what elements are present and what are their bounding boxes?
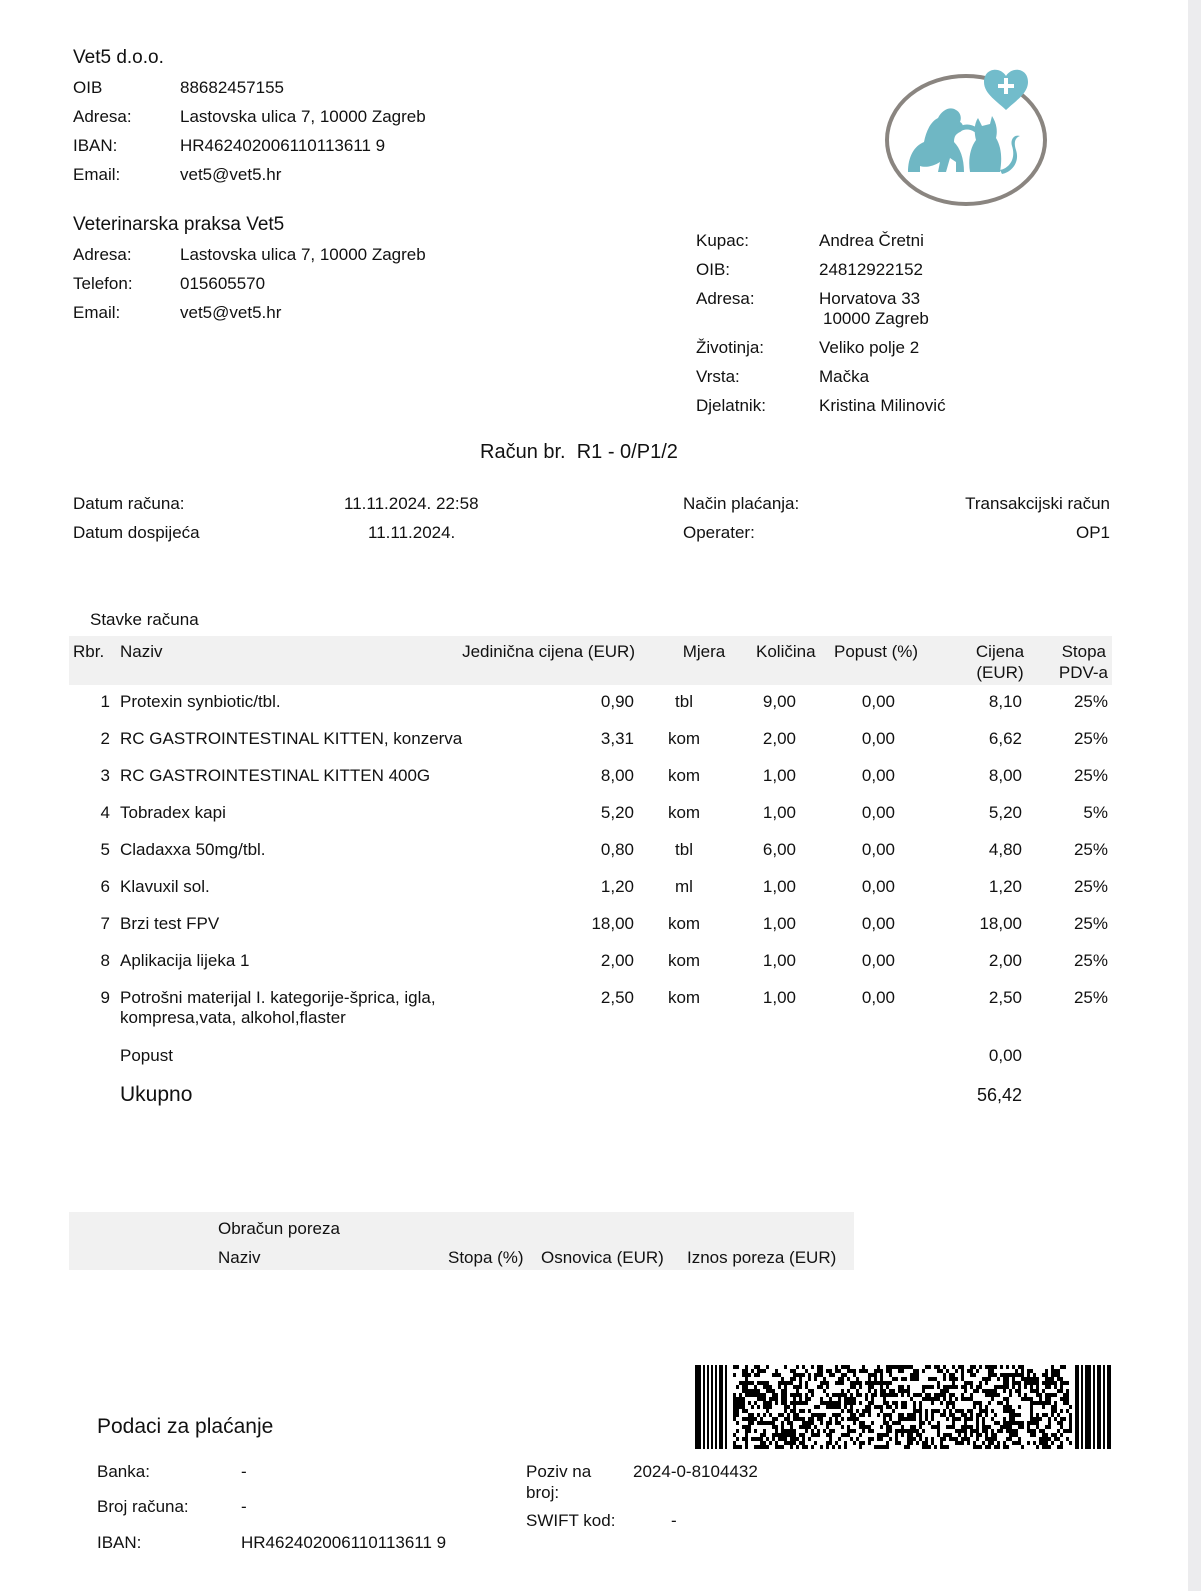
row-price: 2,50 bbox=[600, 988, 634, 1007]
row-qty: 1,00 bbox=[762, 766, 796, 785]
practice-phone-value: 015605570 bbox=[180, 274, 266, 293]
reference-label: Poziv na bbox=[526, 1462, 592, 1481]
row-discount: 0,00 bbox=[861, 988, 895, 1007]
row-number: 9 bbox=[100, 988, 110, 1007]
row-number: 7 bbox=[100, 914, 110, 933]
customer-employee-label: Djelatnik: bbox=[696, 396, 766, 415]
row-number: 8 bbox=[100, 951, 110, 970]
row-price: 2,00 bbox=[600, 951, 634, 970]
row-qty: 6,00 bbox=[762, 840, 796, 859]
row-vat: 25% bbox=[1073, 840, 1108, 859]
col-header-kolicina: Količina bbox=[756, 642, 816, 661]
row-discount: 0,00 bbox=[861, 766, 895, 785]
total-label: Ukupno bbox=[120, 1083, 193, 1106]
col-header-cijena: Cijena bbox=[975, 642, 1025, 661]
row-vat: 5% bbox=[1083, 803, 1108, 822]
row-discount: 0,00 bbox=[861, 914, 895, 933]
row-qty: 1,00 bbox=[762, 803, 796, 822]
row-discount: 0,00 bbox=[861, 692, 895, 711]
row-total: 18,00 bbox=[979, 914, 1022, 933]
row-price: 5,20 bbox=[600, 803, 634, 822]
customer-address-value: Horvatova 33 bbox=[819, 289, 921, 308]
row-price: 0,90 bbox=[600, 692, 634, 711]
account-value: - bbox=[241, 1497, 247, 1516]
row-vat: 25% bbox=[1073, 766, 1108, 785]
customer-address-city: 10000 Zagreb bbox=[823, 309, 929, 328]
row-vat: 25% bbox=[1073, 877, 1108, 896]
tax-col-stopa: Stopa (%) bbox=[448, 1248, 524, 1267]
row-unit: tbl bbox=[675, 840, 693, 859]
row-qty: 1,00 bbox=[762, 877, 796, 896]
col-header-cijena-unit: (EUR) bbox=[976, 663, 1024, 682]
row-name: Tobradex kapi bbox=[120, 803, 226, 822]
practice-email-label: Email: bbox=[73, 303, 121, 322]
row-name-continued: kompresa,vata, alkohol,flaster bbox=[120, 1008, 346, 1027]
col-header-unit-price: Jedinična cijena (EUR) bbox=[462, 642, 635, 661]
row-vat: 25% bbox=[1073, 951, 1108, 970]
tax-col-osnovica: Osnovica (EUR) bbox=[541, 1248, 664, 1267]
row-number: 6 bbox=[100, 877, 110, 896]
company-name: Vet5 d.o.o. bbox=[73, 47, 164, 68]
payment-barcode-icon bbox=[695, 1365, 1111, 1449]
row-name: Protexin synbiotic/tbl. bbox=[120, 692, 281, 711]
vet-logo-icon bbox=[884, 62, 1050, 210]
row-name: Klavuxil sol. bbox=[120, 877, 210, 896]
company-iban-label: IBAN: bbox=[73, 136, 118, 155]
col-header-naziv: Naziv bbox=[120, 642, 163, 661]
col-header-stopa: Stopa bbox=[1061, 642, 1106, 661]
row-qty: 1,00 bbox=[762, 988, 796, 1007]
row-qty: 9,00 bbox=[762, 692, 796, 711]
invoice-title: Račun br. R1 - 0/P1/2 bbox=[480, 441, 678, 463]
row-discount: 0,00 bbox=[861, 951, 895, 970]
practice-email-value: vet5@vet5.hr bbox=[180, 303, 282, 322]
row-price: 0,80 bbox=[600, 840, 634, 859]
row-discount: 0,00 bbox=[861, 729, 895, 748]
company-iban-value: HR462402006110113611 9 bbox=[180, 136, 386, 155]
practice-phone-label: Telefon: bbox=[73, 274, 133, 293]
reference-value: 2024-0-8104432 bbox=[633, 1462, 758, 1481]
total-value: 56,42 bbox=[976, 1085, 1022, 1105]
swift-label: SWIFT kod: bbox=[526, 1511, 616, 1530]
row-unit: kom bbox=[667, 914, 701, 933]
row-name: Potrošni materijal I. kategorije-šprica, igla, bbox=[120, 988, 436, 1007]
customer-name-label: Kupac: bbox=[696, 231, 749, 250]
company-address-label: Adresa: bbox=[73, 107, 132, 126]
row-number: 4 bbox=[100, 803, 110, 822]
company-oib-label: OIB bbox=[73, 78, 103, 97]
account-label: Broj računa: bbox=[97, 1497, 189, 1516]
col-header-pdv: PDV-a bbox=[1058, 663, 1108, 682]
customer-animal-value: Veliko polje 2 bbox=[819, 338, 920, 357]
row-number: 1 bbox=[100, 692, 110, 711]
customer-species-value: Mačka bbox=[819, 367, 870, 386]
customer-address-label: Adresa: bbox=[696, 289, 755, 308]
customer-species-label: Vrsta: bbox=[696, 367, 740, 386]
row-number: 2 bbox=[100, 729, 110, 748]
payment-method-label: Način plaćanja: bbox=[683, 494, 800, 513]
col-header-rbr: Rbr. bbox=[73, 642, 105, 661]
row-total: 5,20 bbox=[988, 803, 1022, 822]
row-total: 1,20 bbox=[988, 877, 1022, 896]
discount-label: Popust bbox=[120, 1046, 173, 1065]
operator-label: Operater: bbox=[683, 523, 755, 542]
row-qty: 1,00 bbox=[762, 914, 796, 933]
invoice-date-value: 11.11.2024. 22:58 bbox=[344, 494, 479, 513]
row-total: 2,00 bbox=[988, 951, 1022, 970]
row-number: 5 bbox=[100, 840, 110, 859]
page-edge bbox=[1188, 0, 1201, 1591]
row-name: RC GASTROINTESTINAL KITTEN, konzerva bbox=[120, 729, 463, 748]
discount-value: 0,00 bbox=[988, 1046, 1022, 1065]
practice-address-label: Adresa: bbox=[73, 245, 132, 264]
practice-name: Veterinarska praksa Vet5 bbox=[73, 214, 285, 235]
row-price: 18,00 bbox=[591, 914, 634, 933]
row-name: Brzi test FPV bbox=[120, 914, 220, 933]
row-unit: kom bbox=[667, 988, 701, 1007]
row-vat: 25% bbox=[1073, 729, 1108, 748]
row-total: 4,80 bbox=[988, 840, 1022, 859]
payment-iban-label: IBAN: bbox=[97, 1533, 142, 1552]
col-header-mjera: Mjera bbox=[682, 642, 726, 661]
row-price: 1,20 bbox=[600, 877, 634, 896]
invoice-date-label: Datum računa: bbox=[73, 494, 185, 513]
row-qty: 2,00 bbox=[762, 729, 796, 748]
customer-name-value: Andrea Čretni bbox=[819, 231, 924, 250]
payment-title: Podaci za plaćanje bbox=[97, 1415, 274, 1438]
row-name: RC GASTROINTESTINAL KITTEN 400G bbox=[120, 766, 431, 785]
row-price: 8,00 bbox=[600, 766, 634, 785]
tax-title: Obračun poreza bbox=[218, 1219, 340, 1238]
col-header-popust: Popust (%) bbox=[834, 642, 919, 661]
company-oib-value: 88682457155 bbox=[180, 78, 285, 97]
company-email-label: Email: bbox=[73, 165, 121, 184]
customer-oib-value: 24812922152 bbox=[819, 260, 924, 279]
row-qty: 1,00 bbox=[762, 951, 796, 970]
row-total: 8,00 bbox=[988, 766, 1022, 785]
row-unit: tbl bbox=[675, 692, 693, 711]
practice-address-value: Lastovska ulica 7, 10000 Zagreb bbox=[180, 245, 426, 264]
row-discount: 0,00 bbox=[861, 840, 895, 859]
operator-value: OP1 bbox=[1075, 523, 1110, 542]
items-section-title: Stavke računa bbox=[90, 610, 199, 629]
tax-col-iznos: Iznos poreza (EUR) bbox=[687, 1248, 837, 1267]
row-unit: ml bbox=[675, 877, 693, 896]
row-price: 3,31 bbox=[600, 729, 634, 748]
row-unit: kom bbox=[667, 766, 701, 785]
customer-employee-value: Kristina Milinović bbox=[819, 396, 946, 415]
row-discount: 0,00 bbox=[861, 803, 895, 822]
row-total: 8,10 bbox=[988, 692, 1022, 711]
row-name: Cladaxxa 50mg/tbl. bbox=[120, 840, 266, 859]
company-email-value: vet5@vet5.hr bbox=[180, 165, 282, 184]
bank-label: Banka: bbox=[97, 1462, 150, 1481]
company-address-value: Lastovska ulica 7, 10000 Zagreb bbox=[180, 107, 426, 126]
row-total: 2,50 bbox=[988, 988, 1022, 1007]
payment-method-value: Transakcijski račun bbox=[965, 494, 1110, 513]
row-vat: 25% bbox=[1073, 914, 1108, 933]
customer-animal-label: Životinja: bbox=[696, 338, 765, 357]
row-discount: 0,00 bbox=[861, 877, 895, 896]
row-vat: 25% bbox=[1073, 988, 1108, 1007]
payment-iban-value: HR462402006110113611 9 bbox=[241, 1533, 447, 1552]
row-unit: kom bbox=[667, 951, 701, 970]
reference-label-cont: broj: bbox=[526, 1483, 560, 1502]
row-number: 3 bbox=[100, 766, 110, 785]
row-unit: kom bbox=[667, 729, 701, 748]
bank-value: - bbox=[241, 1462, 247, 1481]
row-vat: 25% bbox=[1073, 692, 1108, 711]
invoice-due-label: Datum dospijeća bbox=[73, 523, 200, 542]
swift-value: - bbox=[671, 1511, 677, 1530]
row-unit: kom bbox=[667, 803, 701, 822]
row-total: 6,62 bbox=[988, 729, 1022, 748]
invoice-due-value: 11.11.2024. bbox=[368, 523, 456, 542]
tax-col-naziv: Naziv bbox=[218, 1248, 261, 1267]
row-name: Aplikacija lijeka 1 bbox=[120, 951, 250, 970]
customer-oib-label: OIB: bbox=[696, 260, 731, 279]
